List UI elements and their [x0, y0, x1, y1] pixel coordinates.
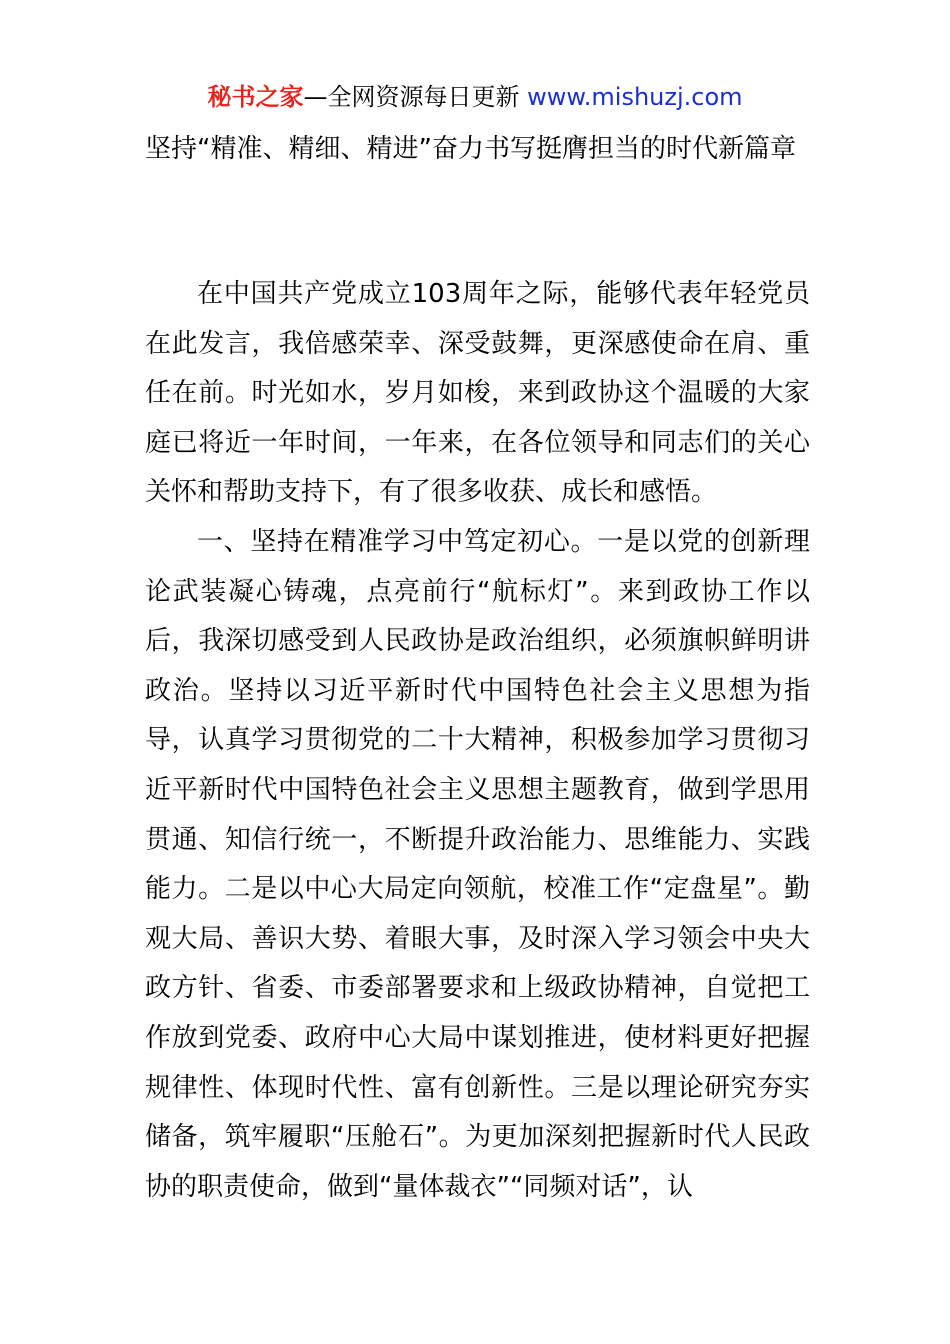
paragraph-intro: 在中国共产党成立103周年之际，能够代表年轻党员在此发言，我倍感荣幸、深受鼓舞，更深感使命在肩、重任在前。时光如水，岁月如梭，来到政协这个温暖的大家庭已将近一年时间，一年来，在各位领导和同志们的关心关怀和帮助支持下，有了很多收获、成长和感悟。	[145, 279, 810, 508]
site-url-link[interactable]: www.mishuzj.com	[527, 83, 743, 111]
document-title: 坚持“精准、精细、精进”奋力书写挺膺担当的时代新篇章	[145, 134, 796, 164]
document-body	[145, 270, 810, 1212]
paragraph-section-one: 一、坚持在精准学习中笃定初心。一是以党的创新理论武装凝心铸魂，点亮前行“航标灯”。来到政协工作以后，我深切感受到人民政协是政治组织，必须旗帜鲜明讲政治。坚持以习近平新时代中国特色社会主义思想为指导，认真学习贯彻党的二十大精神，积极参加学习贯彻习近平新时代中国特色社会主义思想主题教育，做到学思用贯通、知信行统一，不断提升政治能力、思维能力、实践能力。二是以中心大局定向领航，校准工作“定盘星”。勤观大局、善识大势、着眼大事，及时深入学习领会中央大政方针、省委、市委部署要求和上级政协精神，自觉把工作放到党委、政府中心大局中谋划推进，使材料更好把握规律性、体现时代性、富有创新性。三是以理论研究夯实储备，筑牢履职“压舱石”。为更加深刻把握新时代人民政协的职责使命，做到“量体裁衣”“同频对话”，认	[145, 526, 810, 1202]
site-tagline: —全网资源每日更新	[303, 83, 528, 111]
site-header-banner	[0, 82, 950, 112]
site-brand-name: 秘书之家	[207, 83, 304, 111]
